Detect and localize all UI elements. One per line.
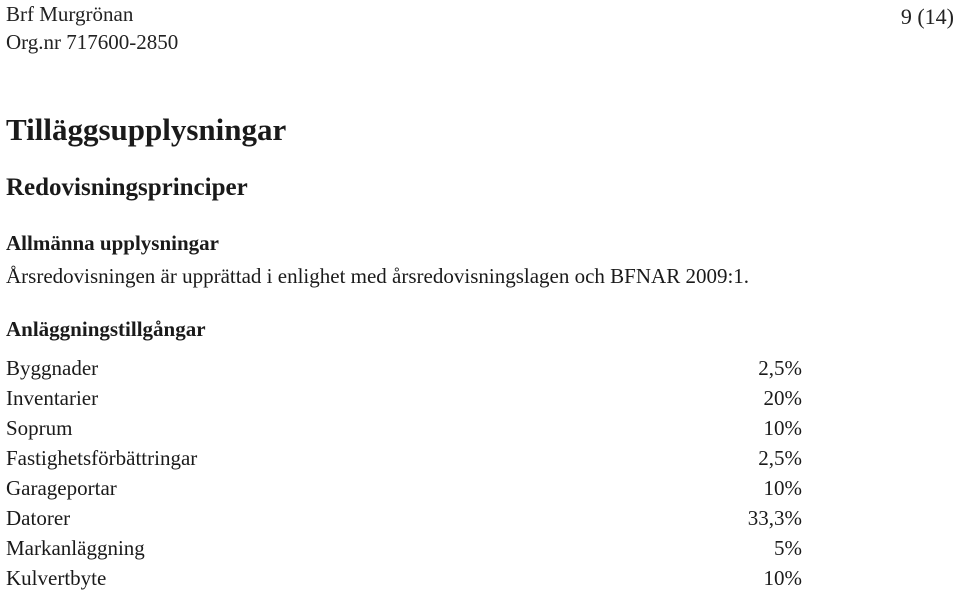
- asset-rate: 2,5%: [758, 446, 802, 470]
- asset-label: Inventarier: [6, 386, 99, 410]
- section-heading: Redovisningsprinciper: [6, 174, 248, 201]
- asset-rate: 33,3%: [747, 506, 802, 530]
- asset-label: Garageportar: [6, 476, 117, 500]
- asset-rate: 20%: [763, 386, 802, 410]
- page-number: 9 (14): [900, 4, 954, 29]
- table-row: [6, 377, 802, 410]
- asset-label: Datorer: [6, 506, 71, 530]
- document-title: Tilläggsupplysningar: [6, 112, 287, 147]
- asset-label: Fastighetsförbättringar: [6, 446, 198, 470]
- fixed-assets-heading: Anläggningstillgångar: [6, 317, 206, 341]
- asset-label: Kulvertbyte: [6, 566, 107, 590]
- depreciation-table: [6, 347, 802, 590]
- table-row: [6, 497, 802, 530]
- asset-rate: 5%: [774, 536, 802, 560]
- org-number: Org.nr 717600-2850: [6, 30, 179, 54]
- asset-label: Byggnader: [6, 356, 99, 380]
- asset-label: Soprum: [6, 416, 73, 440]
- table-row: [6, 437, 802, 470]
- table-row: [6, 527, 802, 560]
- asset-rate: 10%: [763, 476, 802, 500]
- general-info-heading: Allmänna upplysningar: [6, 231, 219, 255]
- table-row: [6, 347, 802, 380]
- asset-rate: 10%: [763, 566, 802, 590]
- association-name: Brf Murgrönan: [6, 2, 134, 26]
- asset-rate: 2,5%: [758, 356, 802, 380]
- asset-rate: 10%: [763, 416, 802, 440]
- general-info-text: Årsredovisningen är upprättad i enlighet med årsredovisningslagen och BFNAR 2009:1.: [6, 264, 750, 288]
- table-row: [6, 407, 802, 440]
- page-header: [6, 0, 178, 56]
- asset-label: Markanläggning: [6, 536, 145, 560]
